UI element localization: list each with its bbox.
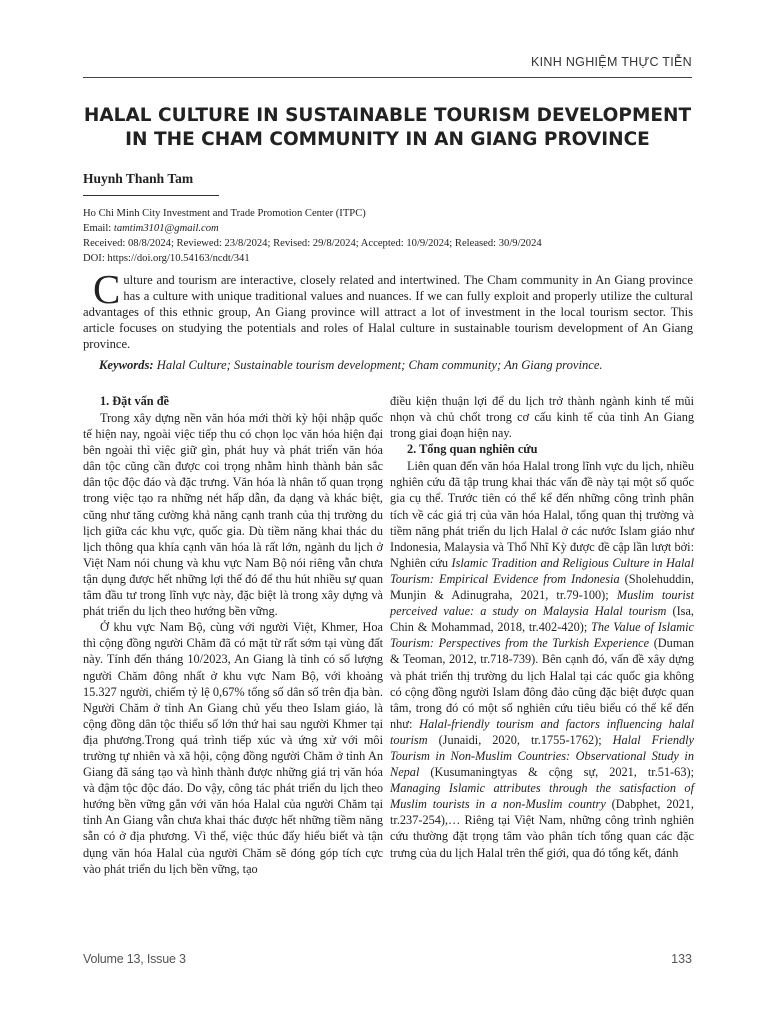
s2-citation-title-4: Halal-friendly tourism and factors influencing halal tourism — [390, 716, 694, 747]
section-label: KINH NGHIỆM THỰC TIỄN — [531, 55, 692, 69]
section-1-paragraph-2: Ở khu vực Nam Bộ, cùng với người Việt, Khmer, Hoa thì cộng đồng người Chăm đã có mặt từ rất sớm tại vùng đất này. Tính đến tháng 10/2023, An Giang là tỉnh có số lượng người Chăm đông nhất ở khu vực Nam Bộ, với khoảng 15.327 người, chiếm tỷ lệ 0,67% tổng số dân số trên địa bàn. Người Chăm ở tỉnh An Giang chủ yếu theo Islam giáo, là cộng đồng dân tộc thiểu số lớn thứ hai sau người Khmer tại địa phương.Trong quá trình tiếp xúc và ứng xử với môi trường tự nhiên và xã hội, cộng đồng người Chăm ở tỉnh An Giang đã sáng tạo và hình thành được những giá trị văn hóa và đậm tộc độc đáo. Do vậy, công tác phát triển du lịch theo hướng bền vững gắn với văn hóa Halal của người Chăm tại tỉnh An Giang vẫn chưa khai thác được hết những tiềm năng sẵn có ở địa phương. Vì thế, việc thúc đẩy hiểu biết và tận dụng văn hóa Halal của người Chăm sẽ đóng góp tích cực vào phát triển du lịch bền vững, tạo — [83, 620, 383, 876]
body-column-right — [390, 393, 694, 861]
section-1-heading: 1. Đặt vấn đề — [100, 394, 170, 408]
abstract-dropcap: C — [93, 266, 121, 312]
s2-citation-title-2: Muslim tourist perceived value: a study on Malaysia Halal tourism — [390, 588, 694, 619]
s2-citation-title-3: The Value of Islamic Tourism: Perspectives from the Turkish Experience — [390, 620, 694, 651]
article-metadata — [83, 206, 693, 266]
email-label: Email: — [83, 223, 114, 234]
section-1-paragraph-1: Trong xây dựng nền văn hóa mới thời kỳ hội nhập quốc tế hiện nay, ngoài việc tiếp thu có chọn lọc văn hóa hiện đại bên ngoài thì việc giữ gìn, phát huy và phát triển văn hóa dân tộc cũng cần được coi trọng nhằm hình thành bản sắc dân tộc độc đáo và đặc trưng. Văn hóa là nhân tố quan trọng trong việc tạo ra những nét hấp dẫn, đa dạng và khác biệt, cũng như tăng cường khả năng cạnh tranh của thị trường du lịch giữa các khu vực, quốc gia. Dù tiềm năng khai thác du lịch thông qua khía cạnh văn hóa là rất lớn, ngành du lịch ở Việt Nam nói chung và khu vực Nam Bộ nói riêng vẫn chưa tận dụng được hết những lợi thế đó để thu hút nhiều sự quan tâm đầu tư trong lĩnh vực này, đặc biệt là trong xây dựng và phát triển du lịch theo hướng bền vững. — [83, 411, 383, 619]
s2-text-g: (Duman & Teoman, 2012, tr.718-739). Bên cạnh đó, vấn đề xây dựng và phát triển thị trường du lịch Halal tại các quốc gia không có cộng đồng người Islam đông đảo cũng đặc biệt được quan tâm, trong đó có một số nghiên cứu tiêu biểu có thể kể đến như: — [390, 636, 695, 731]
abstract — [83, 266, 693, 352]
keywords-label: Keywords: — [99, 358, 154, 372]
abstract-text: ulture and tourism are interactive, closely related and intertwined. The Cham community in An Giang province has a culture with unique traditional values and nuances. If we can fully exploit and properly utilize the cultural advantages of this ethnic group, An Giang province will attract a lot of investment in the local tourism sector. This article focuses on studying the potentials and roles of Halal culture in sustainable tourism development of An Giang province. — [83, 273, 693, 351]
s2-text-m: (Dabphet, 2021, tr.237-254),… Riêng tại Việt Nam, những công trình nghiên cứu thường đặt trọng tâm vào phân tích tổng quan các đặc trưng của du lịch Halal trên thế giới, qua đó tổng kết, đánh — [390, 797, 694, 860]
keywords — [99, 357, 699, 373]
section-2-heading: 2. Tổng quan nghiên cứu — [407, 442, 538, 457]
section-2-paragraph-1 — [390, 458, 694, 860]
footer-page-number: 133 — [671, 952, 692, 966]
s2-text-a: Liên quan đến văn hóa Halal trong lĩnh vực du lịch, nhiều nghiên cứu đã tập trung khai thác vấn đề này tại một số quốc gia cụ thể. Trước tiên có thể kể đến những công trình phân tích về các giá trị của văn hóa Halal, tổng quan thị trường và tiềm năng phát triển du lịch Halal ở các nước Islam giáo như Indonesia, Malaysia và Thổ Nhĩ Kỳ được đề cập lần lượt bởi: Nghiên cứu — [390, 459, 694, 570]
article-title — [83, 104, 692, 152]
doi-link[interactable]: DOI: https://doi.org/10.54163/ncdt/341 — [83, 253, 250, 264]
s2-citation-title-1: Islamic Tradition and Religious Culture in Halal Tourism: Empirical Evidence from Indonesia — [390, 555, 694, 586]
affiliation: Ho Chi Minh City Investment and Trade Promotion Center (ITPC) — [83, 208, 366, 219]
title-line-2: IN THE CHAM COMMUNITY IN AN GIANG PROVINCE — [125, 129, 650, 150]
author-divider — [83, 195, 219, 196]
article-dates: Received: 08/8/2024; Reviewed: 23/8/2024; Revised: 29/8/2024; Accepted: 10/9/2024; Released: 30/9/2024 — [83, 238, 542, 249]
section-1-paragraph-2-continued: điều kiện thuận lợi để du lịch trở thành ngành kinh tế mũi nhọn và chủ chốt trong cơ cấu kinh tế của tỉnh An Giang trong giai đoạn hiện nay. — [390, 394, 694, 441]
title-line-1: HALAL CULTURE IN SUSTAINABLE TOURISM DEVELOPMENT — [83, 105, 692, 126]
email-line — [83, 221, 693, 236]
body-column-left — [83, 393, 383, 877]
keywords-list: Halal Culture; Sustainable tourism development; Cham community; An Giang province. — [153, 358, 603, 372]
email-address[interactable]: tamtim3101@gmail.com — [113, 223, 219, 234]
s2-text-c: (Sholehuddin, Munjin & Adinugraha, 2021, tr.79-100); — [390, 571, 694, 603]
s2-text-i: (Junaidi, 2020, tr.1755-1762); — [427, 732, 613, 747]
footer-volume: Volume 13, Issue 3 — [83, 952, 186, 966]
s2-text-e: (Isa, Chin & Mohammad, 2018, tr.402-420); — [390, 604, 694, 635]
author-name: Huynh Thanh Tam — [83, 171, 194, 186]
s2-text-k: (Kusumaningtyas & cộng sự, 2021, tr.51-63); — [419, 765, 694, 780]
header-divider — [83, 77, 692, 78]
s2-citation-title-6: Managing Islamic attributes through the satisfaction of Muslim tourists in a non-Muslim country — [390, 781, 694, 812]
s2-citation-title-5: Halal Friendly Tourism in Non-Muslim Countries: Observational Study in Nepal — [390, 732, 694, 780]
